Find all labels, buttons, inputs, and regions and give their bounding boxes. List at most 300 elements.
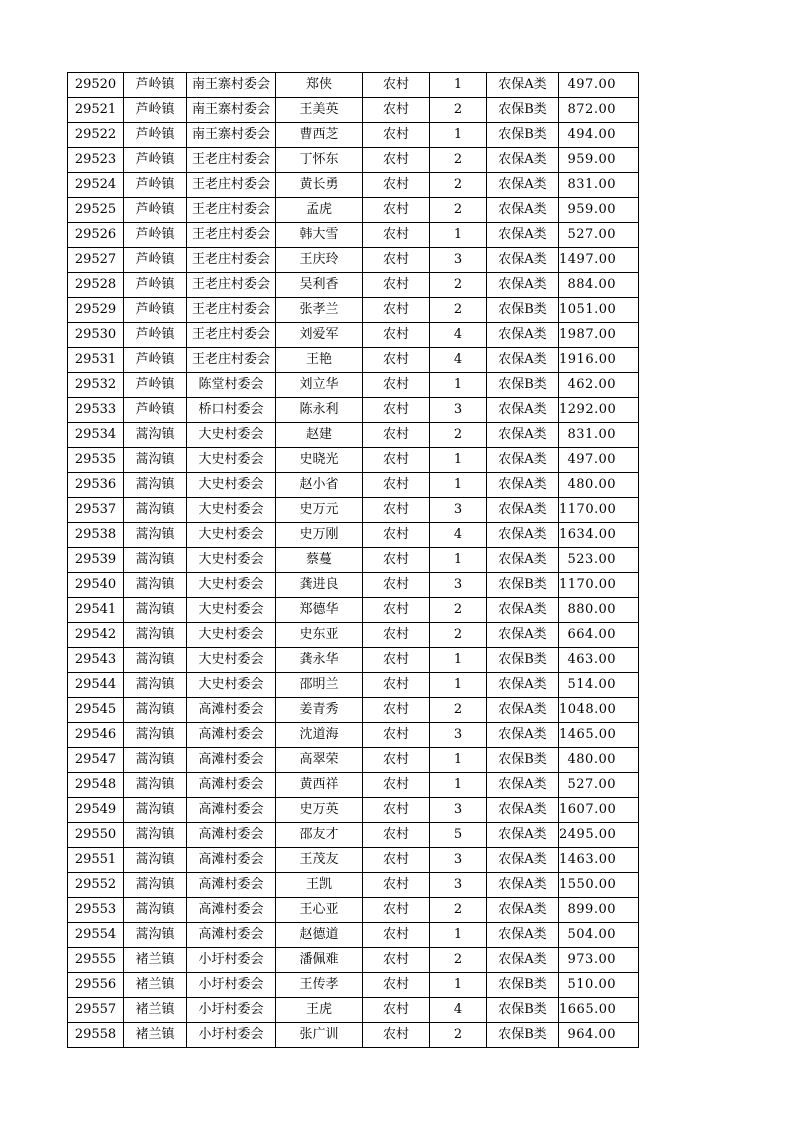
category-cell: 农保A类 — [487, 73, 559, 98]
town-cell: 芦岭镇 — [124, 248, 187, 273]
amount-cell: 1170.00 — [559, 573, 639, 598]
town-cell: 蒿沟镇 — [124, 698, 187, 723]
table-row — [68, 373, 639, 398]
table-row — [68, 123, 639, 148]
table-row — [68, 198, 639, 223]
category-cell: 农保A类 — [487, 423, 559, 448]
household-count-cell: 1 — [430, 673, 487, 698]
record-id-cell: 29555 — [68, 948, 124, 973]
village-cell: 王老庄村委会 — [187, 273, 276, 298]
town-cell: 蒿沟镇 — [124, 523, 187, 548]
record-id-cell: 29526 — [68, 223, 124, 248]
household-count-cell: 1 — [430, 373, 487, 398]
town-cell: 芦岭镇 — [124, 198, 187, 223]
area-cell: 农村 — [363, 448, 430, 473]
town-cell: 芦岭镇 — [124, 323, 187, 348]
town-cell: 芦岭镇 — [124, 223, 187, 248]
area-cell: 农村 — [363, 348, 430, 373]
village-cell: 大史村委会 — [187, 623, 276, 648]
household-count-cell: 1 — [430, 973, 487, 998]
category-cell: 农保B类 — [487, 298, 559, 323]
household-count-cell: 3 — [430, 848, 487, 873]
record-id-cell: 29534 — [68, 423, 124, 448]
category-cell: 农保B类 — [487, 648, 559, 673]
town-cell: 蒿沟镇 — [124, 873, 187, 898]
village-cell: 大史村委会 — [187, 673, 276, 698]
category-cell: 农保A类 — [487, 323, 559, 348]
table-row — [68, 748, 639, 773]
household-count-cell: 2 — [430, 98, 487, 123]
category-cell: 农保A类 — [487, 498, 559, 523]
table-row — [68, 448, 639, 473]
category-cell: 农保A类 — [487, 223, 559, 248]
amount-cell: 1987.00 — [559, 323, 639, 348]
table-row — [68, 298, 639, 323]
record-id-cell: 29524 — [68, 173, 124, 198]
record-id-cell: 29542 — [68, 623, 124, 648]
household-count-cell: 4 — [430, 323, 487, 348]
amount-cell: 1170.00 — [559, 498, 639, 523]
household-count-cell: 2 — [430, 423, 487, 448]
amount-cell: 1051.00 — [559, 298, 639, 323]
category-cell: 农保B类 — [487, 573, 559, 598]
village-cell: 王老庄村委会 — [187, 248, 276, 273]
record-id-cell: 29536 — [68, 473, 124, 498]
village-cell: 高滩村委会 — [187, 748, 276, 773]
name-cell: 赵小省 — [276, 473, 363, 498]
table-row — [68, 648, 639, 673]
village-cell: 高滩村委会 — [187, 848, 276, 873]
name-cell: 刘爱军 — [276, 323, 363, 348]
table-row — [68, 573, 639, 598]
name-cell: 史东亚 — [276, 623, 363, 648]
category-cell: 农保A类 — [487, 523, 559, 548]
area-cell: 农村 — [363, 173, 430, 198]
record-id-cell: 29521 — [68, 98, 124, 123]
area-cell: 农村 — [363, 673, 430, 698]
area-cell: 农村 — [363, 948, 430, 973]
household-count-cell: 2 — [430, 298, 487, 323]
name-cell: 郑德华 — [276, 598, 363, 623]
record-id-cell: 29537 — [68, 498, 124, 523]
village-cell: 南王寨村委会 — [187, 98, 276, 123]
town-cell: 蒿沟镇 — [124, 473, 187, 498]
village-cell: 高滩村委会 — [187, 923, 276, 948]
record-id-cell: 29540 — [68, 573, 124, 598]
area-cell: 农村 — [363, 573, 430, 598]
village-cell: 王老庄村委会 — [187, 323, 276, 348]
amount-cell: 523.00 — [559, 548, 639, 573]
village-cell: 桥口村委会 — [187, 398, 276, 423]
amount-cell: 664.00 — [559, 623, 639, 648]
amount-cell: 463.00 — [559, 648, 639, 673]
town-cell: 芦岭镇 — [124, 173, 187, 198]
area-cell: 农村 — [363, 98, 430, 123]
category-cell: 农保A类 — [487, 923, 559, 948]
category-cell: 农保B类 — [487, 998, 559, 1023]
record-id-cell: 29522 — [68, 123, 124, 148]
name-cell: 张广训 — [276, 1023, 363, 1048]
household-count-cell: 2 — [430, 948, 487, 973]
household-count-cell: 3 — [430, 573, 487, 598]
household-count-cell: 2 — [430, 198, 487, 223]
area-cell: 农村 — [363, 498, 430, 523]
area-cell: 农村 — [363, 623, 430, 648]
category-cell: 农保A类 — [487, 673, 559, 698]
table-row — [68, 823, 639, 848]
town-cell: 蒿沟镇 — [124, 723, 187, 748]
amount-cell: 899.00 — [559, 898, 639, 923]
category-cell: 农保A类 — [487, 848, 559, 873]
village-cell: 王老庄村委会 — [187, 148, 276, 173]
amount-cell: 831.00 — [559, 173, 639, 198]
town-cell: 蒿沟镇 — [124, 598, 187, 623]
town-cell: 芦岭镇 — [124, 73, 187, 98]
town-cell: 芦岭镇 — [124, 298, 187, 323]
town-cell: 蒿沟镇 — [124, 848, 187, 873]
town-cell: 芦岭镇 — [124, 373, 187, 398]
category-cell: 农保A类 — [487, 273, 559, 298]
household-count-cell: 3 — [430, 723, 487, 748]
name-cell: 吴利香 — [276, 273, 363, 298]
category-cell: 农保A类 — [487, 398, 559, 423]
household-count-cell: 3 — [430, 798, 487, 823]
amount-cell: 514.00 — [559, 673, 639, 698]
household-count-cell: 2 — [430, 598, 487, 623]
table-row — [68, 623, 639, 648]
category-cell: 农保B类 — [487, 98, 559, 123]
category-cell: 农保B类 — [487, 748, 559, 773]
area-cell: 农村 — [363, 298, 430, 323]
category-cell: 农保A类 — [487, 873, 559, 898]
village-cell: 陈堂村委会 — [187, 373, 276, 398]
name-cell: 孟虎 — [276, 198, 363, 223]
area-cell: 农村 — [363, 798, 430, 823]
record-id-cell: 29545 — [68, 698, 124, 723]
record-id-cell: 29531 — [68, 348, 124, 373]
area-cell: 农村 — [363, 973, 430, 998]
record-id-cell: 29554 — [68, 923, 124, 948]
amount-cell: 1048.00 — [559, 698, 639, 723]
area-cell: 农村 — [363, 1023, 430, 1048]
record-id-cell: 29530 — [68, 323, 124, 348]
table-row — [68, 998, 639, 1023]
town-cell: 芦岭镇 — [124, 148, 187, 173]
area-cell: 农村 — [363, 823, 430, 848]
town-cell: 芦岭镇 — [124, 123, 187, 148]
table-row — [68, 98, 639, 123]
table-row — [68, 898, 639, 923]
table-row — [68, 173, 639, 198]
category-cell: 农保B类 — [487, 123, 559, 148]
town-cell: 蒿沟镇 — [124, 923, 187, 948]
village-cell: 小圩村委会 — [187, 1023, 276, 1048]
town-cell: 蒿沟镇 — [124, 898, 187, 923]
table-row — [68, 148, 639, 173]
amount-cell: 462.00 — [559, 373, 639, 398]
town-cell: 蒿沟镇 — [124, 548, 187, 573]
amount-cell: 1916.00 — [559, 348, 639, 373]
amount-cell: 497.00 — [559, 73, 639, 98]
name-cell: 王茂友 — [276, 848, 363, 873]
record-id-cell: 29557 — [68, 998, 124, 1023]
village-cell: 大史村委会 — [187, 523, 276, 548]
household-count-cell: 3 — [430, 873, 487, 898]
name-cell: 龚进良 — [276, 573, 363, 598]
table-row — [68, 698, 639, 723]
amount-cell: 510.00 — [559, 973, 639, 998]
category-cell: 农保A类 — [487, 798, 559, 823]
category-cell: 农保A类 — [487, 773, 559, 798]
household-count-cell: 2 — [430, 173, 487, 198]
village-cell: 高滩村委会 — [187, 773, 276, 798]
area-cell: 农村 — [363, 73, 430, 98]
household-count-cell: 5 — [430, 823, 487, 848]
amount-cell: 480.00 — [559, 748, 639, 773]
area-cell: 农村 — [363, 873, 430, 898]
category-cell: 农保A类 — [487, 348, 559, 373]
village-cell: 大史村委会 — [187, 548, 276, 573]
table-row — [68, 523, 639, 548]
household-count-cell: 1 — [430, 923, 487, 948]
record-id-cell: 29551 — [68, 848, 124, 873]
record-table-body — [68, 73, 639, 1048]
table-row — [68, 723, 639, 748]
name-cell: 沈道海 — [276, 723, 363, 748]
village-cell: 大史村委会 — [187, 448, 276, 473]
area-cell: 农村 — [363, 323, 430, 348]
village-cell: 小圩村委会 — [187, 998, 276, 1023]
area-cell: 农村 — [363, 773, 430, 798]
village-cell: 高滩村委会 — [187, 798, 276, 823]
category-cell: 农保B类 — [487, 973, 559, 998]
category-cell: 农保A类 — [487, 598, 559, 623]
household-count-cell: 4 — [430, 348, 487, 373]
record-id-cell: 29548 — [68, 773, 124, 798]
record-id-cell: 29539 — [68, 548, 124, 573]
household-count-cell: 4 — [430, 998, 487, 1023]
category-cell: 农保B类 — [487, 373, 559, 398]
household-count-cell: 4 — [430, 523, 487, 548]
table-row — [68, 948, 639, 973]
name-cell: 潘佩难 — [276, 948, 363, 973]
town-cell: 芦岭镇 — [124, 398, 187, 423]
name-cell: 龚永华 — [276, 648, 363, 673]
village-cell: 王老庄村委会 — [187, 198, 276, 223]
amount-cell: 1607.00 — [559, 798, 639, 823]
name-cell: 史万元 — [276, 498, 363, 523]
village-cell: 大史村委会 — [187, 498, 276, 523]
name-cell: 蔡蔓 — [276, 548, 363, 573]
name-cell: 高翠荣 — [276, 748, 363, 773]
area-cell: 农村 — [363, 198, 430, 223]
village-cell: 大史村委会 — [187, 473, 276, 498]
household-count-cell: 2 — [430, 1023, 487, 1048]
village-cell: 王老庄村委会 — [187, 223, 276, 248]
town-cell: 芦岭镇 — [124, 98, 187, 123]
record-id-cell: 29546 — [68, 723, 124, 748]
name-cell: 王美英 — [276, 98, 363, 123]
category-cell: 农保A类 — [487, 198, 559, 223]
name-cell: 邵明兰 — [276, 673, 363, 698]
area-cell: 农村 — [363, 923, 430, 948]
household-count-cell: 1 — [430, 773, 487, 798]
town-cell: 蒿沟镇 — [124, 673, 187, 698]
name-cell: 史晓光 — [276, 448, 363, 473]
name-cell: 邵友才 — [276, 823, 363, 848]
area-cell: 农村 — [363, 248, 430, 273]
town-cell: 蒿沟镇 — [124, 648, 187, 673]
village-cell: 小圩村委会 — [187, 973, 276, 998]
record-id-cell: 29558 — [68, 1023, 124, 1048]
village-cell: 高滩村委会 — [187, 723, 276, 748]
record-table-container — [67, 72, 639, 1048]
amount-cell: 964.00 — [559, 1023, 639, 1048]
household-count-cell: 3 — [430, 498, 487, 523]
amount-cell: 973.00 — [559, 948, 639, 973]
table-row — [68, 323, 639, 348]
amount-cell: 504.00 — [559, 923, 639, 948]
amount-cell: 527.00 — [559, 223, 639, 248]
table-row — [68, 923, 639, 948]
village-cell: 南王寨村委会 — [187, 123, 276, 148]
record-id-cell: 29528 — [68, 273, 124, 298]
table-row — [68, 773, 639, 798]
amount-cell: 872.00 — [559, 98, 639, 123]
category-cell: 农保A类 — [487, 623, 559, 648]
record-id-cell: 29541 — [68, 598, 124, 623]
table-row — [68, 973, 639, 998]
name-cell: 赵建 — [276, 423, 363, 448]
village-cell: 大史村委会 — [187, 598, 276, 623]
category-cell: 农保A类 — [487, 173, 559, 198]
town-cell: 芦岭镇 — [124, 348, 187, 373]
village-cell: 高滩村委会 — [187, 873, 276, 898]
record-table — [67, 72, 639, 1048]
household-count-cell: 2 — [430, 148, 487, 173]
area-cell: 农村 — [363, 523, 430, 548]
name-cell: 王庆玲 — [276, 248, 363, 273]
name-cell: 丁怀东 — [276, 148, 363, 173]
record-id-cell: 29525 — [68, 198, 124, 223]
table-row — [68, 1023, 639, 1048]
name-cell: 姜青秀 — [276, 698, 363, 723]
record-id-cell: 29552 — [68, 873, 124, 898]
village-cell: 大史村委会 — [187, 648, 276, 673]
household-count-cell: 2 — [430, 623, 487, 648]
household-count-cell: 1 — [430, 448, 487, 473]
area-cell: 农村 — [363, 373, 430, 398]
category-cell: 农保A类 — [487, 948, 559, 973]
amount-cell: 1550.00 — [559, 873, 639, 898]
record-id-cell: 29527 — [68, 248, 124, 273]
area-cell: 农村 — [363, 998, 430, 1023]
village-cell: 南王寨村委会 — [187, 73, 276, 98]
name-cell: 郑侠 — [276, 73, 363, 98]
amount-cell: 1497.00 — [559, 248, 639, 273]
name-cell: 黄西祥 — [276, 773, 363, 798]
record-id-cell: 29529 — [68, 298, 124, 323]
category-cell: 农保A类 — [487, 823, 559, 848]
name-cell: 黄长勇 — [276, 173, 363, 198]
category-cell: 农保A类 — [487, 723, 559, 748]
name-cell: 陈永利 — [276, 398, 363, 423]
category-cell: 农保A类 — [487, 148, 559, 173]
amount-cell: 959.00 — [559, 198, 639, 223]
record-id-cell: 29549 — [68, 798, 124, 823]
household-count-cell: 1 — [430, 748, 487, 773]
table-row — [68, 73, 639, 98]
category-cell: 农保A类 — [487, 698, 559, 723]
record-id-cell: 29543 — [68, 648, 124, 673]
table-row — [68, 548, 639, 573]
town-cell: 褚兰镇 — [124, 998, 187, 1023]
table-row — [68, 798, 639, 823]
town-cell: 褚兰镇 — [124, 1023, 187, 1048]
village-cell: 高滩村委会 — [187, 698, 276, 723]
area-cell: 农村 — [363, 648, 430, 673]
amount-cell: 480.00 — [559, 473, 639, 498]
name-cell: 史万英 — [276, 798, 363, 823]
household-count-cell: 1 — [430, 648, 487, 673]
category-cell: 农保B类 — [487, 1023, 559, 1048]
category-cell: 农保A类 — [487, 248, 559, 273]
record-id-cell: 29538 — [68, 523, 124, 548]
area-cell: 农村 — [363, 598, 430, 623]
table-row — [68, 423, 639, 448]
amount-cell: 1634.00 — [559, 523, 639, 548]
amount-cell: 959.00 — [559, 148, 639, 173]
name-cell: 史万刚 — [276, 523, 363, 548]
town-cell: 蒿沟镇 — [124, 823, 187, 848]
record-id-cell: 29523 — [68, 148, 124, 173]
town-cell: 蒿沟镇 — [124, 573, 187, 598]
record-id-cell: 29535 — [68, 448, 124, 473]
table-row — [68, 848, 639, 873]
amount-cell: 1463.00 — [559, 848, 639, 873]
village-cell: 大史村委会 — [187, 573, 276, 598]
area-cell: 农村 — [363, 548, 430, 573]
area-cell: 农村 — [363, 723, 430, 748]
name-cell: 王心亚 — [276, 898, 363, 923]
table-row — [68, 273, 639, 298]
table-row — [68, 473, 639, 498]
village-cell: 高滩村委会 — [187, 898, 276, 923]
name-cell: 韩大雪 — [276, 223, 363, 248]
village-cell: 高滩村委会 — [187, 823, 276, 848]
name-cell: 王虎 — [276, 998, 363, 1023]
table-row — [68, 873, 639, 898]
amount-cell: 1665.00 — [559, 998, 639, 1023]
household-count-cell: 3 — [430, 398, 487, 423]
town-cell: 蒿沟镇 — [124, 773, 187, 798]
table-row — [68, 673, 639, 698]
village-cell: 王老庄村委会 — [187, 298, 276, 323]
name-cell: 刘立华 — [276, 373, 363, 398]
record-id-cell: 29547 — [68, 748, 124, 773]
town-cell: 蒿沟镇 — [124, 423, 187, 448]
record-id-cell: 29556 — [68, 973, 124, 998]
name-cell: 王艳 — [276, 348, 363, 373]
household-count-cell: 1 — [430, 473, 487, 498]
village-cell: 大史村委会 — [187, 423, 276, 448]
town-cell: 蒿沟镇 — [124, 448, 187, 473]
area-cell: 农村 — [363, 223, 430, 248]
record-id-cell: 29544 — [68, 673, 124, 698]
table-row — [68, 598, 639, 623]
record-id-cell: 29532 — [68, 373, 124, 398]
name-cell: 王传孝 — [276, 973, 363, 998]
